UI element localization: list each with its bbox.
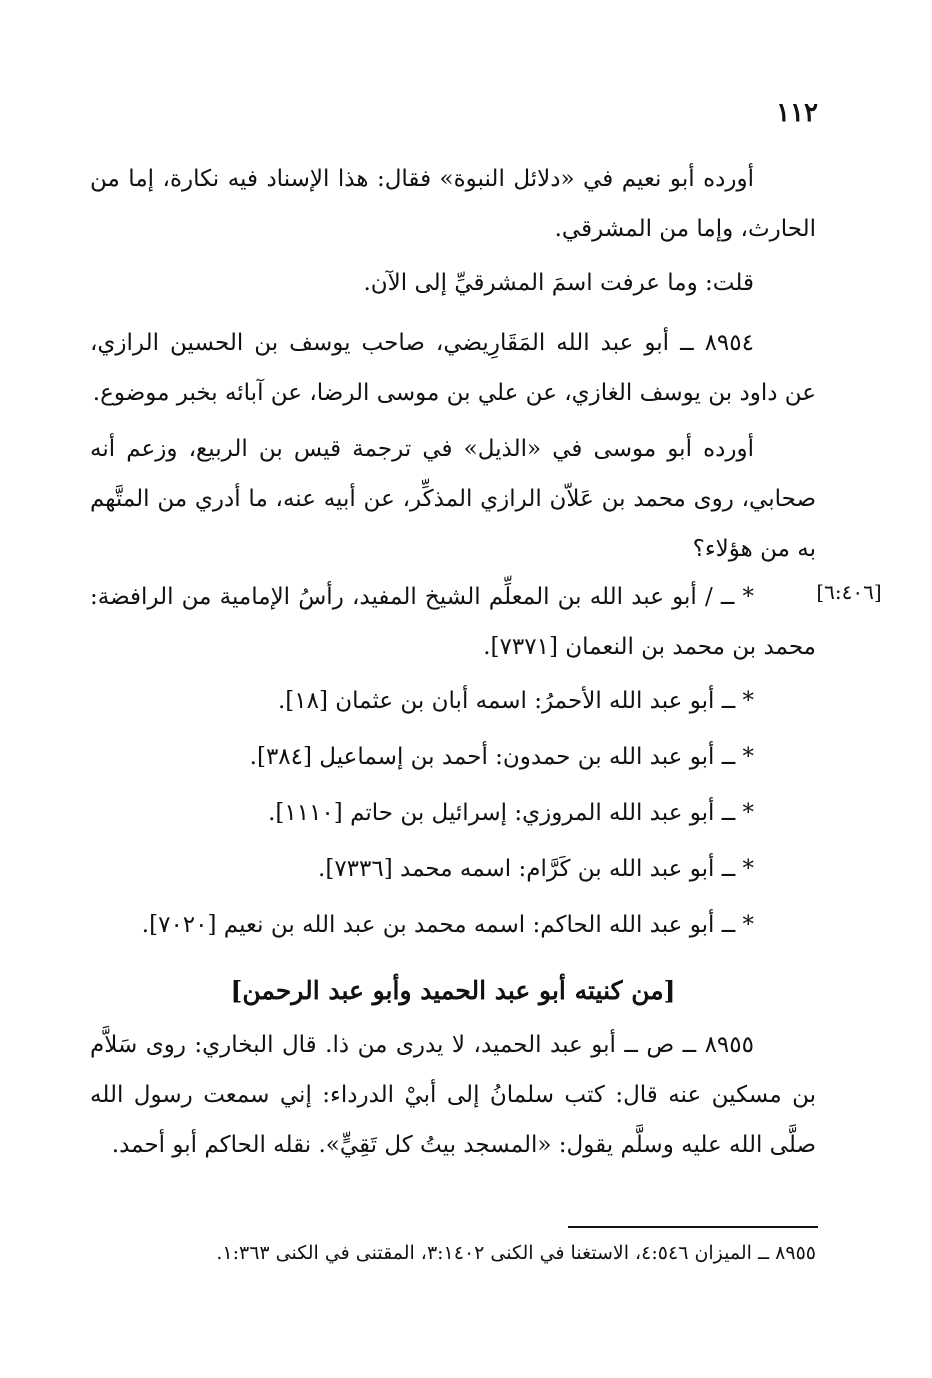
page-number: ١١٢ [776,98,818,128]
paragraph-2: قلت: وما عرفت اسمَ المشرقيِّ إلى الآن. [363,270,754,296]
footnote-divider [568,1226,818,1228]
list-item: * ــ أبو عبد الله الحاكم: اسمه محمد بن عبد الله بن نعيم [٧٠٢٠]. [141,912,754,938]
list-item: * ــ أبو عبد الله بن حمدون: أحمد بن إسماعيل [٣٨٤]. [249,744,754,770]
cross-reference-entry: * ــ / أبو عبد الله بن المعلِّم الشيخ المفيد، رأسُ الإمامية من الرافضة: محمد بن محمد بن النعمان [٧٣٧١]. [90,584,816,660]
list-item: * ــ أبو عبد الله المروزي: إسرائيل بن حاتم [١١١٠]. [268,800,754,826]
entry-8954: ٨٩٥٤ ــ أبو عبد الله المَقَارِيضي، صاحب يوسف بن الحسين الرازي، عن داود بن يوسف الغازي، عن علي بن موسى الرضا، عن آبائه بخبر موضوع. [90,330,816,406]
volume-page-reference: [٦:٤٠٦] [816,580,882,604]
list-item: * ــ أبو عبد الله بن كَرَّام: اسمه محمد [٧٣٣٦]. [318,856,754,882]
paragraph-1: أورده أبو نعيم في «دلائل النبوة» فقال: هذا الإسناد فيه نكارة، إما من الحارث، وإما من المشرقي. [90,166,816,242]
footnote: ٨٩٥٥ ــ الميزان ٤:٥٤٦، الاستغنا في الكنى ٣:١٤٠٢، المقتنى في الكنى ١:٣٦٣. [216,1242,816,1264]
section-heading: [من كنيته أبو عبد الحميد وأبو عبد الرحمن] [230,976,676,1005]
entry-8955: ٨٩٥٥ ــ ص ــ أبو عبد الحميد، لا يدرى من ذا. قال البخاري: روى سَلاَّم بن مسكين عنه قال: كتب سلمانُ إلى أبيْ الدرداء: إني سمعت رسول الله صلَّى الله عليه وسلَّم يقول: «المسجد بيتُ كل تَقِيٍّ». نقله الحاكم أبو أحمد. [90,1032,816,1158]
list-item: * ــ أبو عبد الله الأحمرُ: اسمه أبان بن عثمان [١٨]. [277,688,754,714]
paragraph-4: أورده أبو موسى في «الذيل» في ترجمة قيس بن الربيع، وزعم أنه صحابي، روى محمد بن عَلاّن الرازي المذكِّر، عن أبيه عنه، ما أدري من المتَّهم به من هؤلاء؟ [90,436,816,562]
